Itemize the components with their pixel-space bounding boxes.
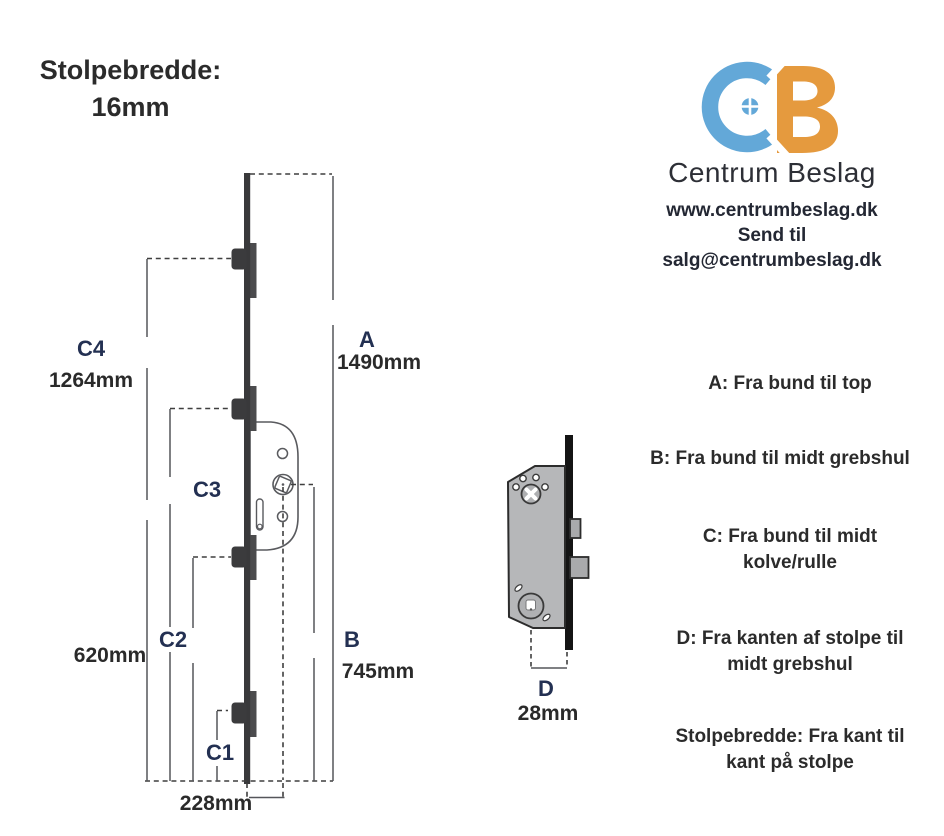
label-d: D — [538, 676, 554, 701]
screw-hole-icon — [533, 474, 539, 480]
logo-b-icon — [777, 66, 838, 153]
label-c3: C3 — [192, 477, 222, 502]
send-til-label: Send til — [737, 225, 807, 246]
brand-website: www.centrumbeslag.dk — [666, 200, 878, 221]
value-a: 1490mm — [336, 351, 422, 374]
lock-side-view — [508, 435, 589, 668]
cylinder-dot — [530, 608, 532, 610]
backing-plate — [250, 691, 257, 737]
legend-c-line2: kolve/rulle — [743, 552, 837, 573]
logo-crosshair-cross — [742, 98, 759, 115]
screw-hole-icon — [520, 475, 526, 481]
deadbolt-icon — [570, 557, 589, 578]
lock-case-front — [250, 422, 298, 550]
brand-email: salg@centrumbeslag.dk — [662, 250, 882, 271]
value-c4: 1264mm — [48, 369, 134, 392]
stolpebredde-title — [28, 52, 233, 126]
backing-plate — [250, 535, 257, 580]
legend-d-line2: midt grebshul — [727, 654, 853, 675]
legend-d-line1: D: Fra kanten af stolpe til — [676, 628, 904, 649]
slot-screw-icon — [258, 524, 263, 529]
backing-plate — [250, 386, 257, 431]
legend-a-line1: A: Fra bund til top — [708, 373, 872, 394]
brand-name: Centrum Beslag — [668, 157, 876, 188]
cylinder-hole-top-icon — [278, 449, 288, 459]
roller-knob-4 — [232, 703, 247, 724]
latch-bolt-icon — [570, 519, 581, 538]
legend-item-b — [620, 446, 940, 472]
legend-item-a — [630, 371, 944, 397]
contact-block — [632, 198, 912, 273]
label-c1: C1 — [205, 740, 235, 765]
legend-stolpebredde-line1: Stolpebredde: Fra kant til — [675, 726, 905, 747]
value-d: 28mm — [517, 702, 579, 725]
label-a: A — [359, 327, 375, 352]
legend-item-d — [630, 626, 944, 678]
roller-knob-3 — [232, 547, 247, 568]
legend-c-line1: C: Fra bund til midt — [702, 526, 878, 547]
screw-hole-icon — [513, 484, 519, 490]
d-dimension-dashes — [531, 630, 567, 668]
legend-b-line1: B: Fra bund til midt grebshul — [650, 448, 910, 469]
centrum-beslag-logo — [710, 56, 838, 158]
roller-knob-2 — [232, 399, 247, 420]
value-c1: 228mm — [179, 792, 253, 815]
stolpebredde-label: Stolpebredde: — [39, 55, 222, 85]
logo-c-icon — [710, 70, 771, 144]
spindle-center-dot — [282, 483, 285, 486]
legend-stolpebredde-line2: kant på stolpe — [726, 752, 854, 773]
side-faceplate — [565, 435, 573, 650]
legend-item-c — [630, 524, 944, 576]
label-b: B — [344, 627, 360, 652]
value-b: 745mm — [341, 660, 415, 683]
roller-knob-1 — [232, 249, 247, 270]
label-c2: C2 — [158, 627, 188, 652]
legend-item-stolpebredde — [630, 724, 944, 776]
label-c4: C4 — [76, 336, 106, 361]
lock-front-view — [145, 173, 333, 798]
screw-hole-icon — [542, 484, 548, 490]
value-c2: 620mm — [73, 644, 147, 667]
backing-plate — [250, 243, 257, 298]
stolpebredde-value: 16mm — [91, 91, 170, 122]
